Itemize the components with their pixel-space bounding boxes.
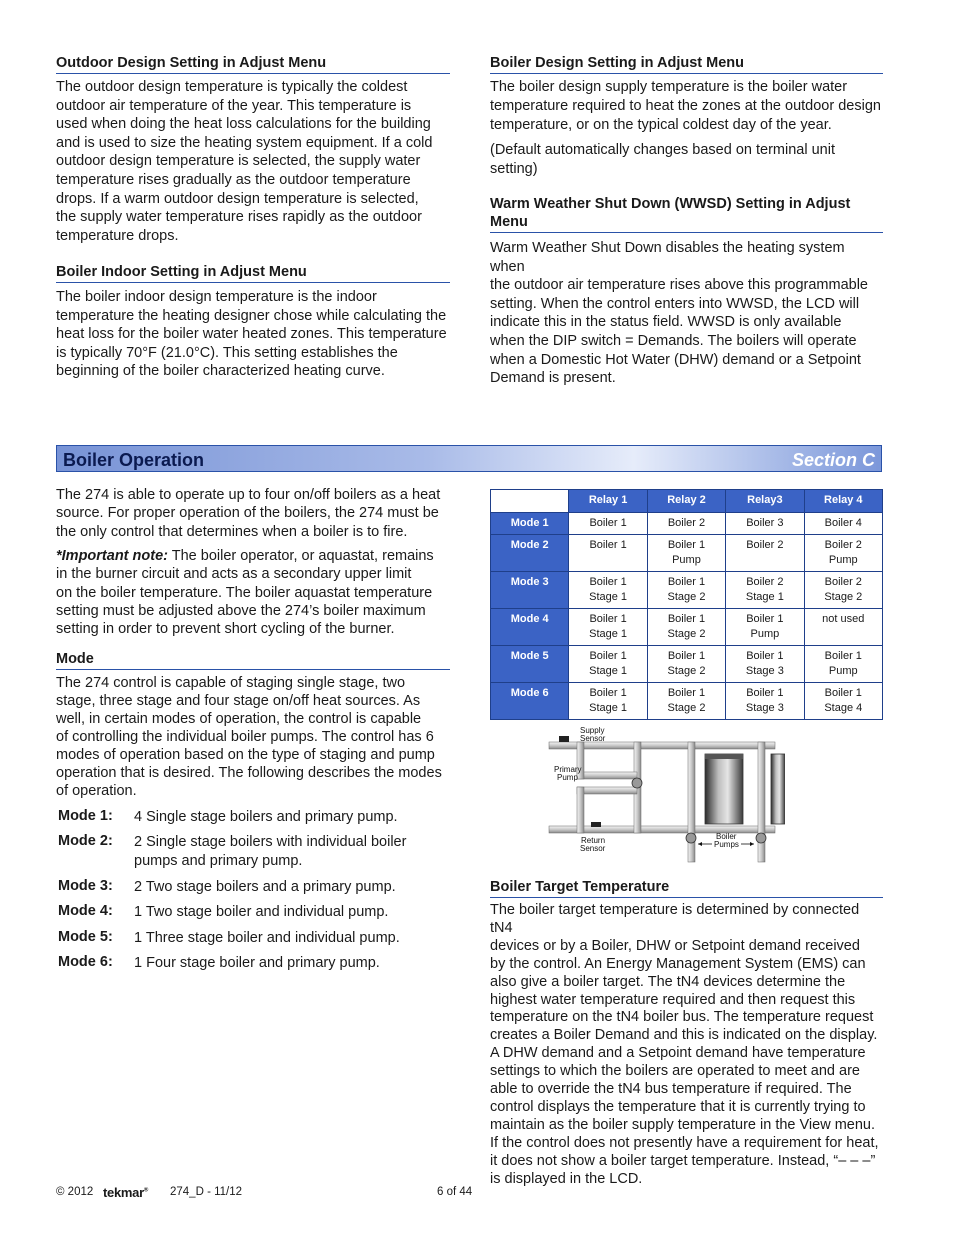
- section-header-bar: [56, 445, 882, 472]
- mode-description: [134, 808, 451, 827]
- relay-table-row: [491, 535, 883, 572]
- relay-cell-line: Stage 2: [824, 591, 863, 603]
- relay-table-row: [491, 572, 883, 609]
- text-line: in the burner circuit and acts as a secondary upper limit: [56, 566, 412, 583]
- text-line: also give a boiler target. The tN4 devices determine the: [490, 973, 846, 990]
- text-line: used when doing the heat loss calculations for the building: [56, 116, 431, 133]
- relay-cell-line: Stage 3: [745, 665, 784, 677]
- relay-table-cell: [647, 535, 725, 572]
- relay-cell-line: Boiler 1: [589, 517, 627, 529]
- mode-key: Mode 3:: [58, 878, 113, 894]
- text-line: on the boiler temperature. The boiler aquastat temperature: [56, 584, 433, 601]
- relay-cell-line: Pump: [672, 554, 701, 566]
- relay-cell-line: Boiler 1: [824, 687, 862, 699]
- boiler-pumps-label-1: Boiler: [716, 832, 737, 841]
- section-label: Section C: [791, 450, 875, 470]
- relay-cell-line: Boiler 2: [824, 539, 862, 551]
- tekmar-logo: tekmar®: [103, 1185, 148, 1200]
- relay-table-cell: [804, 572, 882, 609]
- text-line: temperature drops.: [56, 227, 179, 244]
- relay-table-cell: [647, 609, 725, 646]
- text-line: it does not show a boiler target temperature. Instead, “– – –”: [490, 1152, 876, 1169]
- text-line: outdoor design temperature is selected, the supply water: [56, 153, 421, 170]
- relay-table-cell: [647, 683, 725, 720]
- text-line: setting. When the control enters into WWSD, the LCD will: [490, 295, 860, 312]
- text-line: The 274 is able to operate up to four on/off boilers as a heat: [56, 487, 441, 503]
- text-line: The boiler target temperature is determined by connected tN4: [490, 902, 860, 936]
- boiler-design-text: [490, 78, 883, 135]
- relay-header-2: Relay 2: [647, 490, 725, 513]
- outdoor-design-heading: Outdoor Design Setting in Adjust Menu: [56, 54, 450, 74]
- important-note-first-line: The boiler operator, or aquastat, remains: [167, 548, 434, 564]
- relay-table-row: [491, 609, 883, 646]
- text-line: operation that is desired. The following describes the modes: [56, 765, 442, 781]
- text-line: highest water temperature required and then request this: [490, 991, 856, 1008]
- text-line: temperature rises gradually as the outdoor temperature: [56, 171, 411, 188]
- relay-table-cell: [726, 572, 804, 609]
- relay-cell-line: Boiler 1: [667, 576, 706, 588]
- text-line: the only control that determines when a boiler is to fire.: [56, 523, 408, 540]
- boiler-pump-2-icon: [756, 833, 766, 843]
- text-line: Warm Weather Shut Down disables the heating system when: [490, 240, 845, 275]
- mode-description: [134, 878, 451, 897]
- relay-cell-line: Boiler 1: [746, 613, 784, 625]
- mode-description-line: 2 Two stage boilers and a primary pump.: [134, 879, 396, 895]
- relay-table-mode-cell: Mode 1: [491, 513, 569, 535]
- relay-cell-line: Stage 2: [667, 665, 706, 677]
- relay-cell-line: Stage 2: [667, 591, 706, 603]
- relay-cell-line: Pump: [828, 665, 858, 677]
- relay-table-mode-cell: Mode 2: [491, 535, 569, 572]
- relay-cell-line: Boiler 1: [746, 687, 784, 699]
- relay-table-mode-cell: Mode 5: [491, 646, 569, 683]
- text-line: setting must be adjusted above the 274’s boiler maximum: [56, 602, 426, 619]
- relay-cell-line: Boiler 2: [667, 517, 706, 529]
- relay-table-cell: [726, 609, 804, 646]
- text-line: source. For proper operation of the boilers, the 274 must be: [56, 505, 439, 522]
- brand-name: tekmar: [103, 1185, 144, 1200]
- text-line: control displays the temperature that it is currently trying to: [490, 1098, 866, 1115]
- text-line: temperature, or on the typical coldest day of the year.: [490, 117, 832, 133]
- primary-pump-label-1: Primary: [554, 765, 582, 774]
- text-line: temperature the heating designer chose while calculating the: [56, 307, 447, 324]
- mode-key: Mode 4:: [58, 903, 113, 919]
- relay-cell-line: Stage 2: [667, 628, 706, 640]
- text-line: modes of operation based on the type of staging and pump: [56, 747, 435, 763]
- relay-cell-line: Boiler 1: [589, 539, 627, 551]
- relay-cell-line: Stage 3: [745, 702, 784, 714]
- text-line: setting in order to prevent short cycling of the burner.: [56, 621, 395, 638]
- text-line: The boiler design supply temperature is the boiler water: [490, 79, 848, 95]
- text-line: drops. If a warm outdoor design temperature is selected,: [56, 190, 419, 207]
- relay-table-corner: [491, 490, 569, 513]
- mode-text: [56, 674, 450, 800]
- text-line: is typically 70°F (21.0°C). This setting establishes the: [56, 344, 398, 361]
- text-line: temperature required to heat the zones at the outdoor design: [490, 98, 881, 114]
- relay-mode-table: [490, 489, 883, 720]
- footer-copyright: © 2012: [56, 1186, 94, 1198]
- piping-diagram: [545, 726, 785, 866]
- text-line: beginning of the boiler characterized heating curve.: [56, 363, 385, 380]
- primary-pump-label-2: Pump: [557, 773, 578, 782]
- boiler-design-heading: Boiler Design Setting in Adjust Menu: [490, 54, 883, 74]
- relay-table-cell: [726, 683, 804, 720]
- text-line: of controlling the individual boiler pumps. The control has 6: [56, 729, 434, 745]
- text-line: and is used to size the heating system equipment. If a cold: [56, 134, 433, 151]
- text-line: well, in certain modes of operation, the control is capable: [56, 711, 422, 727]
- footer-doc-id: 274_D - 11/12: [170, 1186, 243, 1198]
- mode-key: Mode 6:: [58, 954, 113, 970]
- relay-table-cell: [647, 572, 725, 609]
- text-line: stage, three stage and four stage on/off heat sources. As: [56, 693, 421, 709]
- relay-cell-line: Boiler 2: [824, 576, 862, 588]
- return-sensor-icon: [591, 822, 601, 827]
- boiler-pump-1-icon: [686, 833, 696, 843]
- mode-description-line: pumps and primary pump.: [134, 853, 303, 869]
- text-line: the supply water temperature rises rapidly as the outdoor: [56, 209, 422, 226]
- relay-table-cell: [569, 513, 647, 535]
- text-line: If the control does not presently have a requirement for heat,: [490, 1134, 879, 1151]
- relay-cell-line: Boiler 1: [589, 650, 627, 662]
- text-line: heat loss for the boiler water heated zones. This temperature: [56, 326, 447, 343]
- relay-cell-line: Boiler 2: [746, 539, 784, 551]
- relay-table-mode-cell: Mode 3: [491, 572, 569, 609]
- mode-description-line: 2 Single stage boilers with individual boiler: [134, 834, 407, 850]
- text-line: The 274 control is capable of staging single stage, two: [56, 675, 406, 691]
- relay-table-cell: [804, 513, 882, 535]
- mode-description: [134, 929, 451, 948]
- relay-cell-line: Stage 1: [589, 702, 628, 714]
- outdoor-design-text: [56, 78, 450, 245]
- relay-cell-line: Stage 1: [745, 591, 784, 603]
- text-line: temperature on the tN4 boiler bus. The temperature request: [490, 1009, 874, 1026]
- relay-table-cell: [804, 683, 882, 720]
- relay-cell-line: Stage 1: [589, 628, 628, 640]
- relay-cell-line: Boiler 4: [824, 517, 862, 529]
- supply-sensor-label-2: Sensor: [580, 734, 606, 743]
- mode-description: [134, 954, 451, 973]
- relay-table-cell: [569, 535, 647, 572]
- relay-table-cell: [569, 609, 647, 646]
- relay-cell-line: Boiler 1: [667, 539, 706, 551]
- section-title: Boiler Operation: [63, 450, 205, 470]
- supply-sensor-icon: [559, 736, 569, 742]
- important-note: [56, 547, 450, 638]
- relay-table-header-row: [491, 490, 883, 513]
- relay-cell-line: Boiler 1: [589, 687, 627, 699]
- text-line: (Default automatically changes based on terminal unit: [490, 142, 835, 158]
- text-line: by the control. An Energy Management System (EMS) can: [490, 955, 866, 972]
- text-line: when a Domestic Hot Water (DHW) demand or a Setpoint: [490, 351, 861, 368]
- text-line: of operation.: [56, 783, 137, 799]
- relay-table-cell: [569, 683, 647, 720]
- relay-table-cell: [569, 646, 647, 683]
- mode-description-line: 4 Single stage boilers and primary pump.: [134, 809, 398, 825]
- boiler-design-default-text: [490, 141, 883, 179]
- relay-cell-line: Boiler 1: [589, 576, 627, 588]
- important-note-label: *Important note:: [56, 548, 168, 564]
- relay-table-cell: [804, 646, 882, 683]
- relay-table-mode-cell: Mode 4: [491, 609, 569, 646]
- mode-key: Mode 1:: [58, 808, 113, 824]
- text-line: devices or by a Boiler, DHW or Setpoint demand received: [490, 937, 860, 954]
- relay-table-cell: [569, 572, 647, 609]
- text-line: setting): [490, 161, 538, 177]
- text-line: Demand is present.: [490, 370, 616, 387]
- mode-description-line: 1 Four stage boiler and primary pump.: [134, 955, 380, 971]
- text-line: when the DIP switch = Demands. The boilers will operate: [490, 332, 857, 349]
- relay-cell-line: Pump: [828, 554, 858, 566]
- relay-table-cell: [726, 646, 804, 683]
- relay-table-cell: [647, 646, 725, 683]
- relay-table-cell: [804, 535, 882, 572]
- wwsd-heading: [490, 195, 883, 233]
- text-line: creates a Boiler Demand and this is indicated on the display.: [490, 1027, 878, 1044]
- relay-table-mode-cell: Mode 6: [491, 683, 569, 720]
- relay-cell-line: Boiler 1: [667, 687, 706, 699]
- target-temp-text: [490, 902, 883, 1189]
- relay-cell-line: Boiler 1: [667, 650, 706, 662]
- relay-header-4: Relay 4: [804, 490, 882, 513]
- return-sensor-label-2: Sensor: [580, 844, 606, 853]
- mode-heading: Mode: [56, 650, 450, 670]
- relay-cell-line: Pump: [750, 628, 780, 640]
- relay-table-cell: [726, 513, 804, 535]
- text-line: indicate this in the status field. WWSD is only available: [490, 314, 842, 331]
- relay-cell-line: Boiler 1: [824, 650, 862, 662]
- boiler-2-graphic: [771, 754, 785, 824]
- text-line: The outdoor design temperature is typically the coldest: [56, 79, 408, 95]
- text-line: is displayed in the LCD.: [490, 1170, 643, 1187]
- footer-page-number: 6 of 44: [437, 1186, 473, 1198]
- mode-description-line: 1 Two stage boiler and individual pump.: [134, 904, 389, 920]
- mode-description-line: 1 Three stage boiler and individual pump.: [134, 930, 400, 946]
- boiler-pumps-label-2: Pumps: [714, 840, 739, 849]
- relay-cell-line: Stage 2: [667, 702, 706, 714]
- relay-cell-line: Stage 4: [824, 702, 863, 714]
- boiler-1-graphic: [705, 754, 743, 824]
- relay-cell-line: Boiler 1: [589, 613, 627, 625]
- target-temp-heading: Boiler Target Temperature: [490, 878, 883, 898]
- supply-sensor-label-1: Supply: [580, 726, 605, 735]
- text-line: Menu: [490, 214, 528, 230]
- relay-cell-line: Boiler 3: [746, 517, 784, 529]
- mode-description: [134, 833, 451, 871]
- text-line: settings to which the boilers are operated to meet and are: [490, 1063, 860, 1080]
- relay-cell-line: Stage 1: [589, 591, 628, 603]
- wwsd-text: [490, 239, 883, 388]
- relay-cell-line: Stage 1: [589, 665, 628, 677]
- primary-pump-icon: [632, 778, 642, 788]
- relay-cell-line: not used: [822, 613, 865, 625]
- mode-description: [134, 903, 451, 922]
- relay-table-cell: [804, 609, 882, 646]
- relay-header-1: Relay 1: [569, 490, 647, 513]
- mode-key: Mode 5:: [58, 929, 113, 945]
- relay-table-row: [491, 646, 883, 683]
- relay-cell-line: Boiler 1: [746, 650, 784, 662]
- text-line: outdoor air temperature of the year. This temperature is: [56, 97, 412, 114]
- relay-table-row: [491, 513, 883, 535]
- relay-cell-line: Boiler 2: [746, 576, 784, 588]
- text-line: A DHW demand and a Setpoint demand have temperature: [490, 1045, 866, 1062]
- return-sensor-label-1: Return: [581, 836, 606, 845]
- text-line: The boiler indoor design temperature is the indoor: [56, 289, 377, 305]
- boiler-indoor-heading: Boiler Indoor Setting in Adjust Menu: [56, 263, 450, 283]
- relay-header-3: Relay3: [726, 490, 804, 513]
- intro-text: [56, 486, 450, 541]
- relay-table-row: [491, 683, 883, 720]
- text-line: maintain as the boiler supply temperature in the View menu.: [490, 1116, 876, 1133]
- text-line: the outdoor air temperature rises above this programmable: [490, 277, 868, 294]
- mode-key: Mode 2:: [58, 833, 113, 849]
- boiler-indoor-text: [56, 288, 450, 381]
- relay-table-cell: [647, 513, 725, 535]
- relay-cell-line: Boiler 1: [667, 613, 706, 625]
- relay-table-cell: [726, 535, 804, 572]
- text-line: Warm Weather Shut Down (WWSD) Setting in Adjust: [490, 196, 851, 212]
- text-line: able to override the tN4 bus temperature if required. The: [490, 1081, 852, 1098]
